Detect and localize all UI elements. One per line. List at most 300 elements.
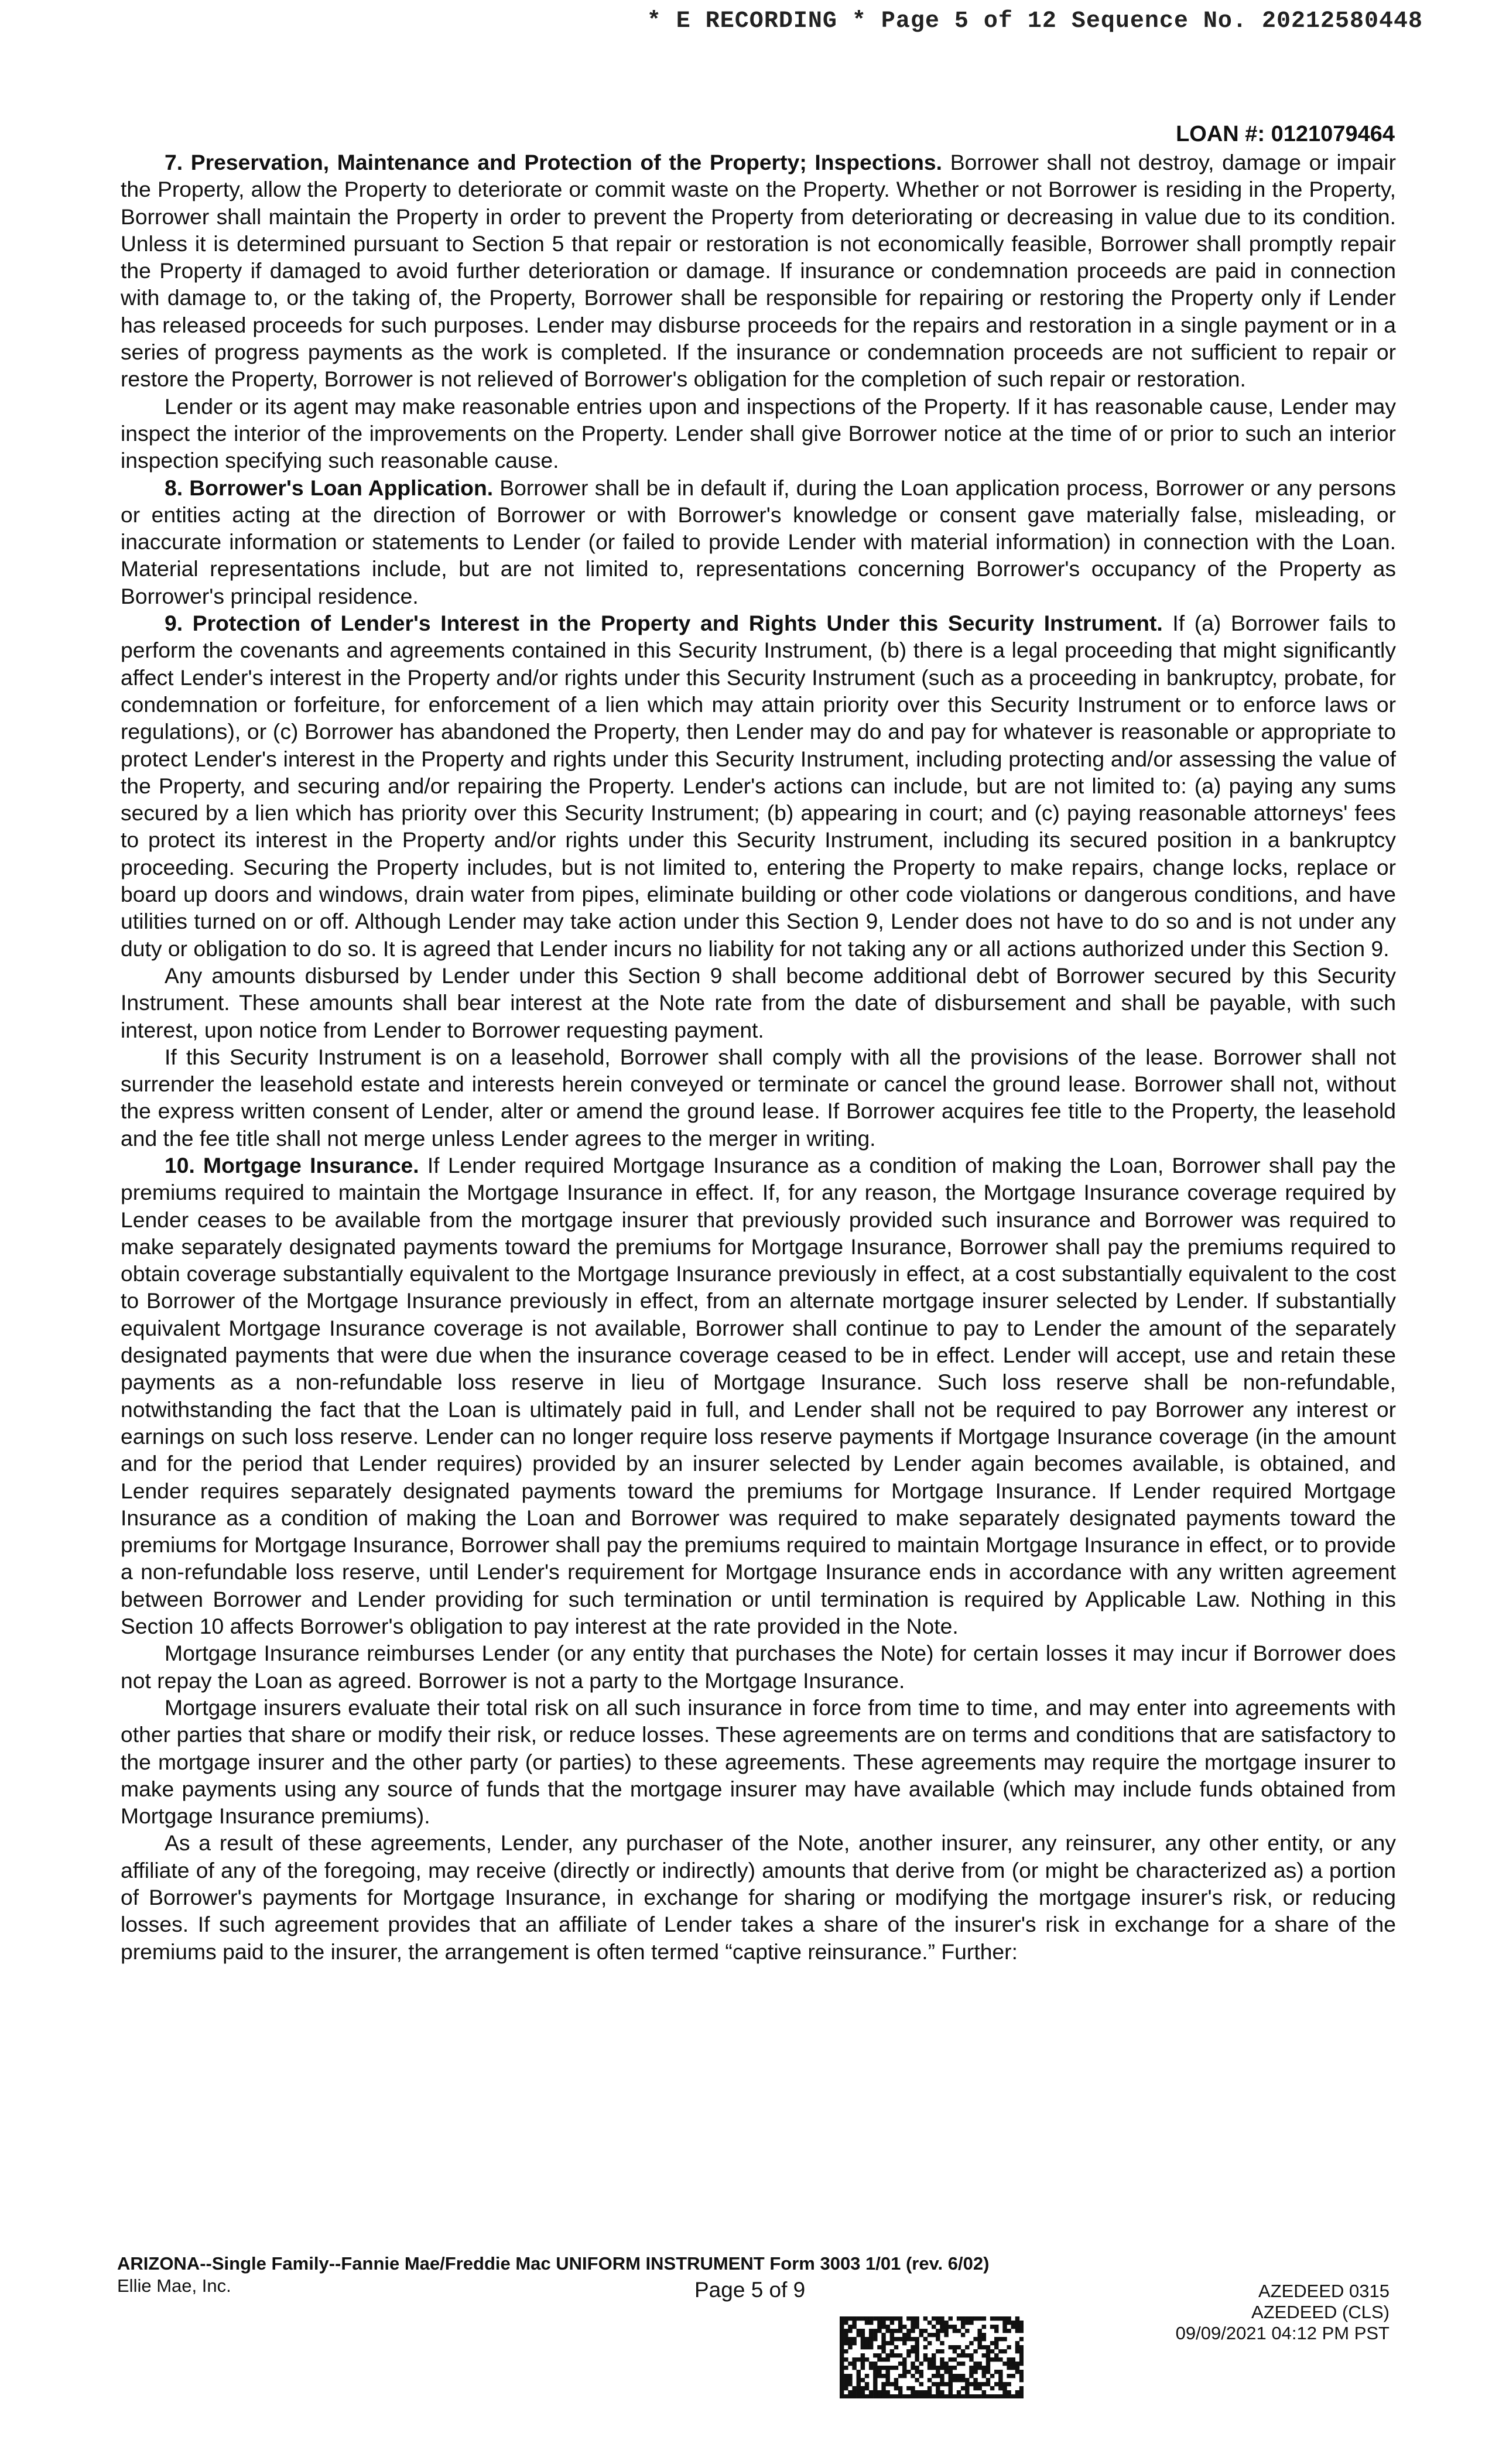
paragraph-text: Mortgage Insurance reimburses Lender (or any entity that purchases the Note) for certain losses it may incur if Borrower does not repay the Loan as agreed. Borrower is not a party to the Mortgage Insurance.	[121, 1641, 1396, 1693]
barcode-module	[844, 2394, 848, 2398]
barcode-module	[923, 2345, 928, 2349]
barcode-module	[965, 2321, 969, 2325]
print-timestamp: 09/09/2021 04:12 PM PST	[1175, 2323, 1390, 2343]
barcode-module	[869, 2337, 873, 2341]
barcode-module	[890, 2382, 894, 2386]
barcode-module	[969, 2382, 973, 2386]
barcode-module	[969, 2394, 973, 2398]
barcode-module	[978, 2341, 982, 2345]
barcode-module	[994, 2394, 998, 2398]
barcode-module	[902, 2357, 906, 2362]
2d-barcode	[840, 2316, 1024, 2398]
paragraph-text: Borrower shall not destroy, damage or impair the Property, allow the Property to deteriorate or commit waste on the Property. Whether or not Borrower is residing in the Property, Borrower shall maintain the Property in order to prevent the Property from deteriorating or decreasing in value due to its condition. Unless it is determined pursuant to Section 5 that repair or restoration is not economically feasible, Borrower shall promptly repair the Property if damaged to avoid further deterioration or damage. If insurance or condemnation proceeds are paid in connection with damage to, or the taking of, the Property, Borrower shall be responsible for repairing or restoring the Property only if Lender has released proceeds for such purposes. Lender may disburse proceeds for the repairs and restoration in a single payment or in a series of progress payments as the work is completed. If the insurance or condemnation proceeds are not sufficient to repair or restore the Property, Borrower is not relieved of Borrower's obligation for the completion of such repair or restoration.	[121, 150, 1396, 392]
barcode-module	[990, 2394, 994, 2398]
barcode-module	[965, 2353, 969, 2357]
barcode-module	[911, 2325, 915, 2329]
barcode-module	[852, 2366, 856, 2370]
barcode-module	[986, 2382, 990, 2386]
barcode-module	[969, 2370, 973, 2374]
barcode-module	[944, 2329, 948, 2333]
barcode-module	[940, 2378, 944, 2382]
barcode-module	[911, 2321, 915, 2325]
barcode-module	[957, 2374, 961, 2378]
barcode-module	[978, 2333, 982, 2337]
barcode-module	[877, 2394, 881, 2398]
barcode-module	[877, 2370, 881, 2374]
barcode-module	[1011, 2366, 1015, 2370]
barcode-module	[1007, 2394, 1011, 2398]
paragraph-text: Borrower shall be in default if, during the Loan application process, Borrower or any persons or entities acting at the direction of Borrower or with Borrower's knowledge or consent gave materially false, misleading, or inaccurate information or statements to Lender (or failed to provide Lender with material information) in connection with the Loan. Material representations include, but are not limited to, representations concerning Borrower's occupancy of the Property as Borrower's principal residence.	[121, 475, 1396, 608]
barcode-module	[990, 2316, 994, 2321]
barcode-module	[848, 2325, 852, 2329]
barcode-module	[973, 2362, 977, 2366]
barcode-module	[861, 2333, 865, 2337]
barcode-module	[949, 2357, 953, 2362]
barcode-module	[848, 2337, 852, 2341]
barcode-module	[873, 2333, 877, 2337]
barcode-module	[861, 2345, 865, 2349]
barcode-module	[881, 2316, 885, 2321]
barcode-module	[915, 2370, 919, 2374]
barcode-module	[990, 2325, 994, 2329]
barcode-module	[998, 2316, 1002, 2321]
barcode-module	[982, 2366, 986, 2370]
barcode-module	[928, 2357, 932, 2362]
barcode-module	[936, 2321, 940, 2325]
barcode-module	[861, 2329, 865, 2333]
barcode-module	[848, 2316, 852, 2321]
barcode-module	[965, 2382, 969, 2386]
barcode-module	[881, 2357, 885, 2362]
barcode-module	[953, 2374, 957, 2378]
barcode-module	[890, 2366, 894, 2370]
barcode-module	[890, 2329, 894, 2333]
barcode-module	[940, 2366, 944, 2370]
barcode-module	[978, 2394, 982, 2398]
paragraph-mi-agreements	[121, 1829, 1396, 1965]
barcode-module	[940, 2390, 944, 2394]
barcode-module	[881, 2394, 885, 2398]
barcode-module	[1019, 2374, 1024, 2378]
barcode-module	[1015, 2325, 1019, 2329]
barcode-module	[869, 2316, 873, 2321]
barcode-module	[840, 2394, 844, 2398]
barcode-module	[902, 2337, 906, 2341]
barcode-module	[1002, 2321, 1007, 2325]
barcode-module	[919, 2333, 923, 2337]
barcode-module	[840, 2374, 844, 2378]
barcode-module	[840, 2378, 844, 2382]
barcode-module	[861, 2362, 865, 2366]
barcode-module	[923, 2357, 928, 2362]
barcode-module	[936, 2349, 940, 2353]
barcode-module	[906, 2394, 911, 2398]
barcode-module	[886, 2382, 890, 2386]
barcode-module	[911, 2390, 915, 2394]
barcode-module	[911, 2386, 915, 2390]
barcode-module	[986, 2366, 990, 2370]
barcode-module	[969, 2366, 973, 2370]
barcode-module	[1002, 2394, 1007, 2398]
paragraph-text: Any amounts disbursed by Lender under this Section 9 shall become additional debt of Borrower secured by this Security Instrument. These amounts shall bear interest at the Note rate from the date of disbursement and shall be payable, with such interest, upon notice from Lender to Borrower requesting payment.	[121, 963, 1396, 1042]
barcode-module	[961, 2321, 965, 2325]
barcode-module	[928, 2366, 932, 2370]
barcode-module	[865, 2345, 869, 2349]
barcode-module	[906, 2329, 911, 2333]
barcode-module	[886, 2353, 890, 2357]
barcode-module	[923, 2316, 928, 2321]
barcode-module	[953, 2366, 957, 2370]
barcode-module	[869, 2394, 873, 2398]
barcode-module	[998, 2349, 1002, 2353]
barcode-module	[1015, 2366, 1019, 2370]
barcode-module	[840, 2370, 844, 2374]
barcode-module	[944, 2370, 948, 2374]
paragraph-text: If (a) Borrower fails to perform the covenants and agreements contained in this Security Instrument, (b) there is a legal proceeding that might significantly affect Lender's interest in the Property and/or rights under this Security Instrument (such as a proceeding in bankruptcy, probate, for condemnation or forfeiture, for enforcement of a lien which may attain priority over this Security Instrument or to enforce laws or regulations), or (c) Borrower has abandoned the Property, then Lender may do and pay for whatever is reasonable or appropriate to protect Lender's interest in the Property and rights under this Security Instrument, including protecting and/or assessing the value of the Property, and securing and/or repairing the Property. Lender's actions can include, but are not limited to: (a) paying any sums secured by a lien which has priority over this Security Instrument; (b) appearing in court; and (c) paying reasonable attorneys' fees to protect its interest in the Property and/or rights under this Security Instrument, including its secured position in a bankruptcy proceeding. Securing the Property includes, but is not limited to, entering the Property to make repairs, change locks, replace or board up doors and windows, drain water from pipes, eliminate building or other code violations or dangerous conditions, and have utilities turned on or off. Although Lender may take action under this Section 9, Lender does not have to do so and is not under any duty or obligation to do so. It is agreed that Lender incurs no liability for not taking any or all actions authorized under this Section 9.	[121, 611, 1396, 961]
barcode-module	[1007, 2390, 1011, 2394]
barcode-module	[881, 2386, 885, 2390]
barcode-module	[982, 2394, 986, 2398]
barcode-module	[873, 2362, 877, 2366]
barcode-module	[1019, 2394, 1024, 2398]
barcode-module	[928, 2386, 932, 2390]
barcode-module	[982, 2374, 986, 2378]
barcode-module	[902, 2394, 906, 2398]
barcode-module	[890, 2321, 894, 2325]
barcode-module	[852, 2386, 856, 2390]
barcode-module	[949, 2378, 953, 2382]
barcode-module	[857, 2378, 861, 2382]
barcode-module	[957, 2329, 961, 2333]
barcode-module	[873, 2329, 877, 2333]
vendor-name: Ellie Mae, Inc.	[117, 2275, 231, 2296]
barcode-module	[957, 2362, 961, 2366]
barcode-module	[840, 2390, 844, 2394]
barcode-module	[969, 2374, 973, 2378]
barcode-module	[944, 2394, 948, 2398]
barcode-module	[848, 2341, 852, 2345]
barcode-module	[886, 2390, 890, 2394]
barcode-module	[857, 2386, 861, 2390]
barcode-module	[986, 2378, 990, 2382]
barcode-module	[998, 2337, 1002, 2341]
barcode-module	[869, 2321, 873, 2325]
barcode-module	[940, 2329, 944, 2333]
barcode-module	[932, 2362, 936, 2366]
barcode-module	[906, 2353, 911, 2357]
barcode-module	[848, 2394, 852, 2398]
barcode-module	[840, 2316, 844, 2321]
barcode-module	[1019, 2386, 1024, 2390]
barcode-module	[940, 2341, 944, 2345]
barcode-module	[949, 2370, 953, 2374]
barcode-module	[915, 2353, 919, 2357]
barcode-module	[840, 2341, 844, 2345]
barcode-module	[881, 2333, 885, 2337]
barcode-module	[898, 2337, 902, 2341]
barcode-module	[881, 2374, 885, 2378]
barcode-module	[940, 2362, 944, 2366]
barcode-module	[919, 2362, 923, 2366]
barcode-module	[877, 2353, 881, 2357]
barcode-module	[857, 2370, 861, 2374]
barcode-module	[890, 2341, 894, 2345]
barcode-module	[949, 2374, 953, 2378]
barcode-module	[998, 2378, 1002, 2382]
barcode-module	[852, 2390, 856, 2394]
barcode-module	[915, 2378, 919, 2382]
barcode-module	[873, 2374, 877, 2378]
barcode-module	[978, 2337, 982, 2341]
barcode-module	[857, 2394, 861, 2398]
barcode-module	[894, 2378, 898, 2382]
barcode-module	[852, 2337, 856, 2341]
barcode-module	[915, 2337, 919, 2341]
barcode-module	[873, 2316, 877, 2321]
barcode-module	[894, 2394, 898, 2398]
barcode-module	[1019, 2370, 1024, 2374]
barcode-module	[877, 2316, 881, 2321]
barcode-module	[973, 2349, 977, 2353]
barcode-module	[932, 2374, 936, 2378]
barcode-module	[898, 2325, 902, 2329]
barcode-module	[994, 2370, 998, 2374]
barcode-module	[944, 2366, 948, 2370]
barcode-module	[923, 2394, 928, 2398]
barcode-module	[869, 2366, 873, 2370]
barcode-module	[890, 2349, 894, 2353]
barcode-module	[1011, 2357, 1015, 2362]
barcode-module	[961, 2374, 965, 2378]
barcode-module	[840, 2362, 844, 2366]
barcode-module	[852, 2357, 856, 2362]
barcode-module	[915, 2394, 919, 2398]
barcode-module	[982, 2333, 986, 2337]
barcode-module	[857, 2382, 861, 2386]
barcode-module	[915, 2366, 919, 2370]
barcode-module	[936, 2329, 940, 2333]
barcode-module	[865, 2394, 869, 2398]
barcode-module	[1007, 2321, 1011, 2325]
barcode-module	[940, 2316, 944, 2321]
loan-number: LOAN #: 0121079464	[1176, 122, 1395, 146]
barcode-module	[890, 2333, 894, 2337]
barcode-module	[949, 2316, 953, 2321]
barcode-module	[973, 2394, 977, 2398]
barcode-module	[923, 2390, 928, 2394]
barcode-module	[877, 2321, 881, 2325]
barcode-module	[965, 2394, 969, 2398]
barcode-module	[915, 2325, 919, 2329]
barcode-module	[994, 2337, 998, 2341]
barcode-module	[861, 2341, 865, 2345]
barcode-module	[915, 2321, 919, 2325]
barcode-module	[949, 2390, 953, 2394]
barcode-module	[890, 2316, 894, 2321]
barcode-module	[1019, 2329, 1024, 2333]
barcode-module	[1007, 2362, 1011, 2366]
barcode-module	[1002, 2382, 1007, 2386]
barcode-module	[844, 2374, 848, 2378]
barcode-module	[936, 2337, 940, 2341]
barcode-module	[953, 2357, 957, 2362]
barcode-module	[898, 2394, 902, 2398]
barcode-module	[898, 2386, 902, 2390]
barcode-module	[978, 2382, 982, 2386]
barcode-module	[848, 2345, 852, 2349]
form-code: AZEDEED 0315	[1258, 2281, 1390, 2301]
barcode-module	[953, 2394, 957, 2398]
barcode-module	[869, 2333, 873, 2337]
barcode-module	[982, 2353, 986, 2357]
barcode-module	[1002, 2386, 1007, 2390]
barcode-module	[944, 2333, 948, 2337]
barcode-module	[902, 2341, 906, 2345]
barcode-module	[1015, 2345, 1019, 2349]
section-heading: 8. Borrower's Loan Application.	[165, 475, 494, 500]
barcode-module	[848, 2362, 852, 2366]
barcode-module	[898, 2321, 902, 2325]
barcode-module	[994, 2353, 998, 2357]
barcode-module	[953, 2349, 957, 2353]
barcode-module	[894, 2329, 898, 2333]
barcode-module	[936, 2374, 940, 2378]
barcode-module	[990, 2374, 994, 2378]
barcode-module	[965, 2378, 969, 2382]
barcode-module	[961, 2325, 965, 2329]
barcode-module	[852, 2316, 856, 2321]
paragraph-text: If Lender required Mortgage Insurance as a condition of making the Loan, Borrower shall pay the premiums required to maintain the Mortgage Insurance in effect. If, for any reason, the Mortgage Insurance coverage required by Lender ceases to be available from the mortgage insurer that previously provided such insurance and Borrower was required to make separately designated payments toward the premiums for Mortgage Insurance, Borrower shall pay the premiums required to obtain coverage substantially equivalent to the Mortgage Insurance previously in effect, at a cost substantially equivalent to the cost to Borrower of the Mortgage Insurance previously in effect, from an alternate mortgage insurer selected by Lender. If substantially equivalent Mortgage Insurance coverage is not available, Borrower shall continue to pay to Lender the amount of the separately designated payments that were due when the insurance coverage ceased to be in effect. Lender will accept, use and retain these payments as a non-refundable loss reserve in lieu of Mortgage Insurance. Such loss reserve shall be non-refundable, notwithstanding the fact that the Loan is ultimately paid in full, and Lender shall not be required to pay Borrower any interest or earnings on such loss reserve. Lender can no longer require loss reserve payments if Mortgage Insurance coverage (in the amount and for the period that Lender requires) provided by an insurer selected by Lender again becomes available, is obtained, and Lender requires separately designated payments toward the premiums for Mortgage Insurance. If Lender required Mortgage Insurance as a condition of making the Loan and Borrower was required to make separately designated payments toward the premiums for Mortgage Insurance, Borrower shall pay the premiums required to maintain Mortgage Insurance in effect, or to provide a non-refundable loss reserve, until Lender's requirement for Mortgage Insurance ends in accordance with any written agreement between Borrower and Lender providing for such termination or until termination is required by Applicable Law. Nothing in this Section 10 affects Borrower's obligation to pay interest at the rate provided in the Note.	[121, 1152, 1397, 1639]
barcode-module	[848, 2382, 852, 2386]
barcode-module	[1015, 2370, 1019, 2374]
barcode-module	[881, 2341, 885, 2345]
barcode-module	[1011, 2374, 1015, 2378]
barcode-module	[844, 2382, 848, 2386]
barcode-module	[861, 2366, 865, 2370]
barcode-module	[936, 2333, 940, 2337]
barcode-module	[902, 2362, 906, 2366]
barcode-module	[932, 2366, 936, 2370]
barcode-module	[1019, 2362, 1024, 2366]
barcode-module	[844, 2329, 848, 2333]
barcode-module	[986, 2370, 990, 2374]
barcode-module	[857, 2357, 861, 2362]
barcode-module	[1011, 2362, 1015, 2366]
barcode-module	[961, 2378, 965, 2382]
barcode-module	[886, 2357, 890, 2362]
barcode-module	[978, 2386, 982, 2390]
barcode-module	[928, 2341, 932, 2345]
barcode-module	[986, 2345, 990, 2349]
barcode-module	[1007, 2329, 1011, 2333]
barcode-module	[906, 2333, 911, 2337]
barcode-module	[894, 2337, 898, 2341]
barcode-module	[915, 2349, 919, 2353]
barcode-module	[1015, 2321, 1019, 2325]
barcode-module	[840, 2337, 844, 2341]
barcode-module	[894, 2366, 898, 2370]
barcode-module	[857, 2329, 861, 2333]
barcode-module	[844, 2386, 848, 2390]
barcode-module	[894, 2345, 898, 2349]
barcode-module	[869, 2362, 873, 2366]
barcode-module	[978, 2345, 982, 2349]
barcode-module	[877, 2366, 881, 2370]
barcode-module	[1011, 2325, 1015, 2329]
barcode-module	[936, 2390, 940, 2394]
barcode-module	[936, 2382, 940, 2386]
barcode-module	[949, 2382, 953, 2386]
barcode-module	[973, 2378, 977, 2382]
barcode-module	[994, 2357, 998, 2362]
barcode-module	[911, 2374, 915, 2378]
barcode-module	[982, 2390, 986, 2394]
barcode-module	[890, 2394, 894, 2398]
barcode-module	[994, 2329, 998, 2333]
barcode-module	[1007, 2357, 1011, 2362]
barcode-module	[990, 2357, 994, 2362]
barcode-module	[978, 2366, 982, 2370]
barcode-module	[973, 2366, 977, 2370]
document-body	[121, 149, 1396, 1965]
barcode-module	[906, 2316, 911, 2321]
barcode-module	[865, 2341, 869, 2345]
barcode-module	[957, 2390, 961, 2394]
barcode-module	[961, 2349, 965, 2353]
barcode-module	[961, 2353, 965, 2357]
barcode-module	[940, 2321, 944, 2325]
barcode-module	[852, 2325, 856, 2329]
barcode-module	[965, 2329, 969, 2333]
barcode-module	[949, 2366, 953, 2370]
barcode-module	[953, 2325, 957, 2329]
barcode-module	[857, 2316, 861, 2321]
barcode-module	[877, 2374, 881, 2378]
barcode-module	[969, 2321, 973, 2325]
barcode-module	[902, 2370, 906, 2374]
barcode-module	[932, 2316, 936, 2321]
barcode-module	[990, 2386, 994, 2390]
paragraph-disbursed-amounts	[121, 962, 1396, 1043]
paragraph-inspections	[121, 393, 1396, 474]
barcode-module	[911, 2362, 915, 2366]
barcode-module	[953, 2329, 957, 2333]
barcode-module	[844, 2333, 848, 2337]
barcode-module	[877, 2357, 881, 2362]
barcode-module	[906, 2349, 911, 2353]
barcode-module	[944, 2382, 948, 2386]
barcode-module	[840, 2333, 844, 2337]
barcode-module	[886, 2394, 890, 2398]
barcode-module	[869, 2345, 873, 2349]
barcode-module	[949, 2394, 953, 2398]
barcode-module	[1002, 2329, 1007, 2333]
barcode-module	[932, 2325, 936, 2329]
section-heading: 10. Mortgage Insurance.	[165, 1152, 419, 1178]
barcode-module	[915, 2341, 919, 2345]
barcode-module	[961, 2362, 965, 2366]
barcode-module	[840, 2357, 844, 2362]
barcode-module	[877, 2329, 881, 2333]
barcode-module	[982, 2370, 986, 2374]
barcode-module	[994, 2382, 998, 2386]
barcode-module	[848, 2374, 852, 2378]
barcode-module	[873, 2370, 877, 2374]
barcode-module	[848, 2329, 852, 2333]
barcode-module	[865, 2382, 869, 2386]
barcode-module	[928, 2390, 932, 2394]
barcode-module	[915, 2345, 919, 2349]
